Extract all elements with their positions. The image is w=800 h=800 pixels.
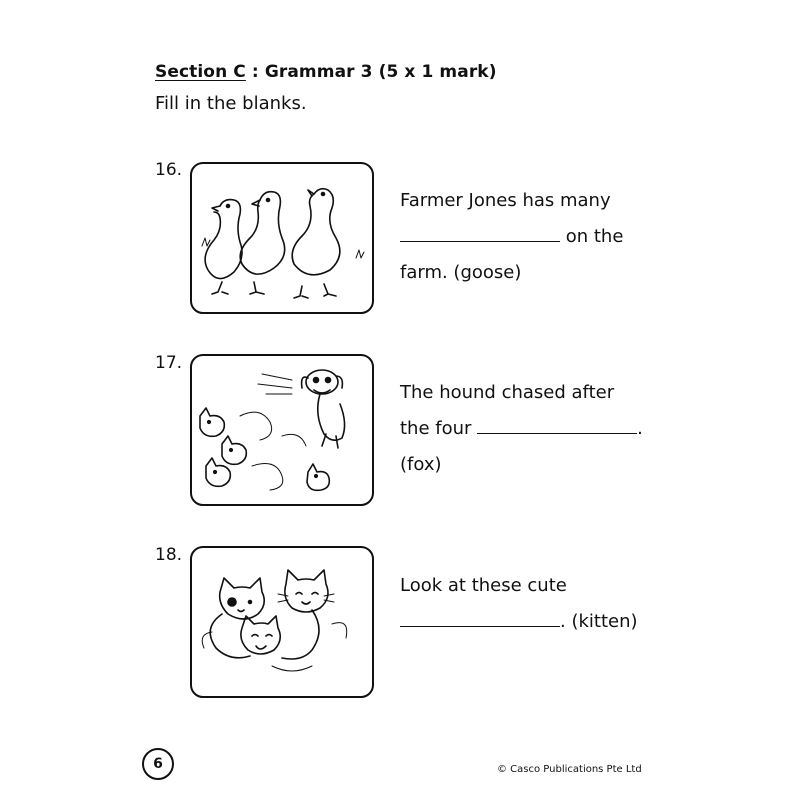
question-17-text — [400, 375, 643, 483]
question-number: 17. — [155, 353, 183, 373]
question-number: 16. — [155, 160, 183, 180]
question-17-line-1: The hound chased after — [400, 382, 615, 403]
question-17-line-2-end: . — [637, 418, 643, 439]
hound-chasing-foxes-illustration — [190, 354, 374, 506]
kittens-drawing — [192, 548, 372, 696]
question-17-line-2-text: the four — [400, 418, 478, 439]
geese-drawing — [192, 164, 372, 312]
question-16-line-2-text: on the — [560, 226, 624, 247]
instruction-text: Fill in the blanks. — [155, 93, 307, 114]
geese-illustration — [190, 162, 374, 314]
hound-foxes-drawing — [192, 356, 372, 504]
section-heading — [155, 62, 497, 82]
section-title: Grammar 3 (5 x 1 mark) — [264, 62, 497, 82]
question-16-line-3: farm. (goose) — [400, 262, 522, 283]
section-separator: : — [245, 62, 265, 82]
question-18-line-1: Look at these cute — [400, 575, 567, 596]
question-18-line-2 — [400, 604, 638, 640]
section-label: Section C — [155, 62, 246, 82]
question-17-line-2 — [400, 411, 643, 447]
copyright-footer: © Casco Publications Pte Ltd — [497, 764, 642, 775]
question-17-line-3: (fox) — [400, 454, 442, 475]
kittens-illustration — [190, 546, 374, 698]
question-18-line-2-text: . (kitten) — [560, 611, 638, 632]
page-number-badge: 6 — [142, 748, 174, 780]
question-16-text — [400, 183, 623, 291]
answer-blank[interactable] — [400, 227, 560, 242]
question-number: 18. — [155, 545, 183, 565]
question-16-line-2 — [400, 219, 623, 255]
answer-blank[interactable] — [477, 419, 637, 434]
question-18-text — [400, 568, 638, 640]
answer-blank[interactable] — [400, 612, 560, 627]
question-16-line-1: Farmer Jones has many — [400, 190, 611, 211]
